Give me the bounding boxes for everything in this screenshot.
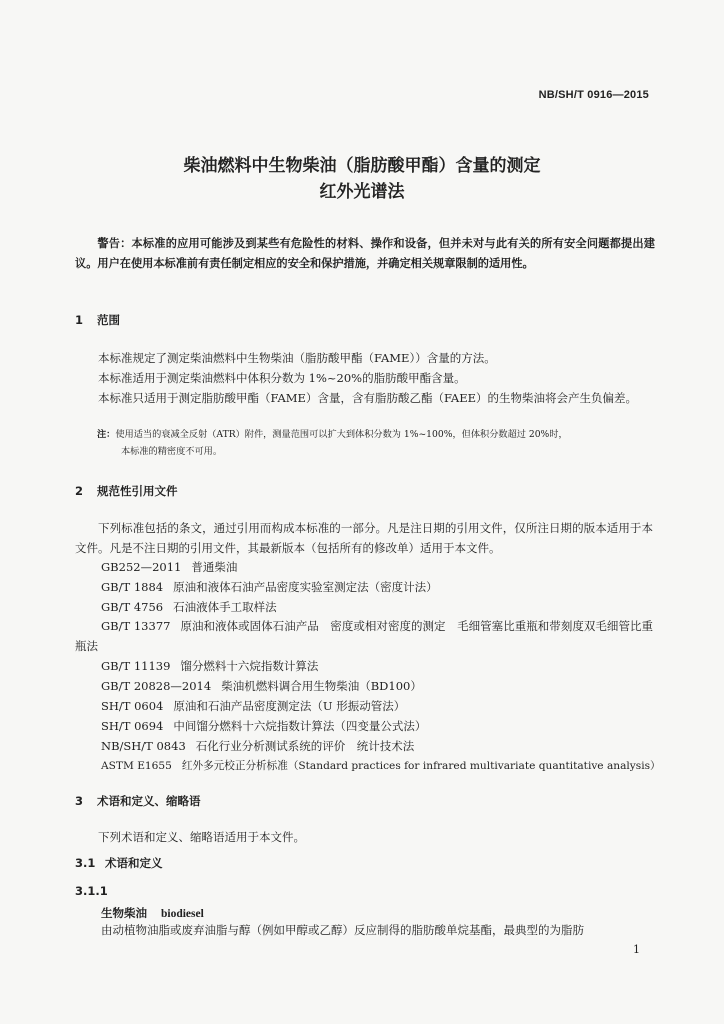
reference-title: 原油和石油产品密度测定法（U 形振动管法） [173,699,406,713]
reference-code: ASTM E1655 [101,760,172,772]
reference-title: 馏分燃料十六烷指数计算法 [180,659,319,673]
reference-item [101,736,653,756]
scope-paragraph-2: 本标准适用于测定柴油燃料中体积分数为 1%~20%的脂肪酸甲酯含量。 [98,371,466,385]
note-label: 注： [97,429,116,440]
reference-title: 石化行业分析测试系统的评价 统计技术法 [195,739,415,753]
reference-title: 中间馏分燃料十六烷指数计算法（四变量公式法） [173,719,427,733]
terms-intro: 下列术语和定义、缩略语适用于本文件。 [98,830,305,844]
reference-title: 原油和液体石油产品密度实验室测定法（密度计法） [173,580,438,594]
term-english: biodiesel [161,908,204,920]
section-2-heading [75,483,178,499]
section-number: 1 [75,313,84,327]
reference-code: GB/T 20828—2014 [101,679,212,693]
reference-code: NB/SH/T 0843 [101,739,186,753]
section-3-heading [75,793,201,809]
reference-code: GB/T 1884 [101,580,164,594]
section-title: 规范性引用文件 [97,484,178,498]
reference-item [101,577,653,597]
reference-code: GB/T 13377 [101,619,171,633]
references-intro: 下列标准包括的条文，通过引用而构成本标准的一部分。凡是注日期的引用文件，仅所注日期的版本适用于本文件。凡是不注日期的引用文件，其最新版本（包括所有的修改单）适用于本文件。 [75,521,653,555]
standard-code: NB/SH/T 0916—2015 [538,89,649,101]
document-subtitle: 红外光谱法 [319,182,405,202]
reference-item [101,557,653,577]
note-text-line-1: 使用适当的衰减全反射（ATR）附件，测量范围可以扩大到体积分数为 1%~100%，但体积分数超过 20%时， [115,429,568,440]
subsection-title: 术语和定义 [105,856,163,870]
section-number: 2 [75,484,84,498]
reference-title: 石油液体手工取样法 [173,600,277,614]
note-text-line-2: 本标准的精密度不可用。 [121,446,223,457]
document-title: 柴油燃料中生物柴油（脂肪酸甲酯）含量的测定 [183,156,541,176]
subsection-number: 3.1 [75,856,96,870]
reference-item [101,656,653,676]
scope-note [97,426,657,460]
reference-item [101,597,653,617]
page-number: 1 [633,943,640,956]
section-number: 3 [75,794,84,808]
section-1-heading [75,312,120,328]
reference-code: SH/T 0604 [101,699,164,713]
reference-item [101,756,661,776]
scope-paragraph-1: 本标准规定了测定柴油燃料中生物柴油（脂肪酸甲酯（FAME））含量的方法。 [98,351,496,365]
reference-title: 红外多元校正分析标准（Standard practices for infrared multivariate quantitative analysis） [181,760,661,772]
reference-title: 普通柴油 [191,560,238,574]
reference-code: GB/T 4756 [101,600,164,614]
reference-item [101,716,653,736]
term-definition: 由动植物油脂或废弃油脂与醇（例如甲醇或乙醇）反应制得的脂肪酸单烷基酯，最典型的为脂肪 [101,923,584,937]
reference-item [75,616,653,656]
section-title: 术语和定义、缩略语 [97,794,201,808]
reference-item [101,696,653,716]
subsection-heading [75,855,163,871]
term-chinese: 生物柴油 [101,906,147,920]
reference-code: SH/T 0694 [101,719,164,733]
reference-title: 原油和液体或固体石油产品 密度或相对密度的测定 毛细管塞比重瓶和带刻度双毛细管比重瓶法 [75,619,654,653]
reference-code: GB252—2011 [101,560,182,574]
reference-code: GB/T 11139 [101,659,171,673]
reference-title: 柴油机燃料调合用生物柴油（BD100） [221,679,422,693]
term-number: 3.1.1 [75,884,108,898]
warning-paragraph: 警告：本标准的应用可能涉及到某些有危险性的材料、操作和设备，但并未对与此有关的所有安全问题都提出建议。用户在使用本标准前有责任制定相应的安全和保护措施，并确定相关规章限制的适用性。 [75,237,655,270]
scope-paragraph-3: 本标准只适用于测定脂肪酸甲酯（FAME）含量，含有脂肪酸乙酯（FAEE）的生物柴油将会产生负偏差。 [98,391,638,405]
section-title: 范围 [97,313,120,327]
term-heading [101,905,204,921]
reference-item [101,676,653,696]
